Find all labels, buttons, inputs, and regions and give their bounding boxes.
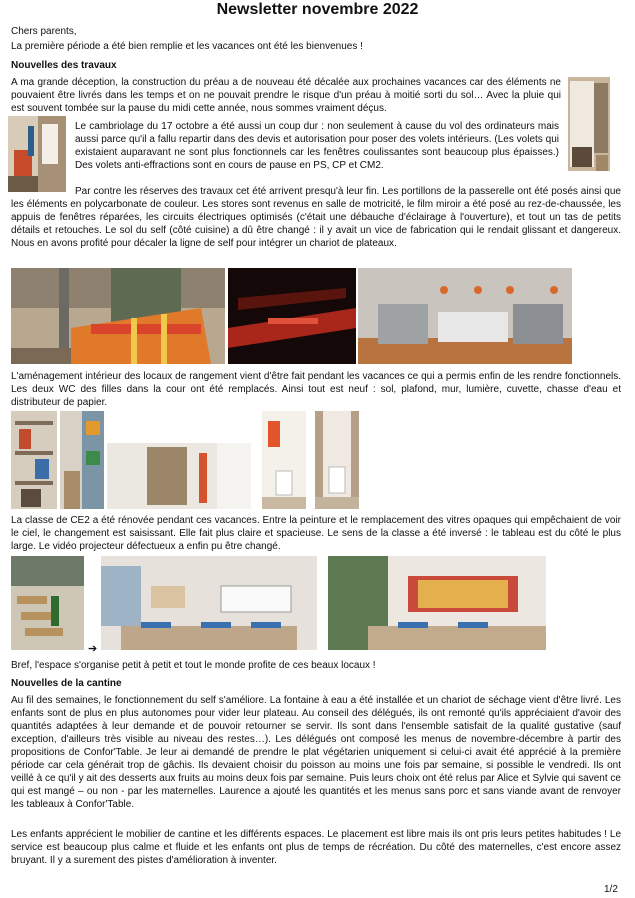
- photo-wc-2: [315, 411, 359, 509]
- photo-classroom-after-2: [328, 556, 546, 650]
- photo-footbridge: [11, 268, 225, 364]
- greeting: Chers parents,: [11, 26, 77, 37]
- paragraph-cambriolage: Le cambriolage du 17 octobre a été aussi un coup dur : non seulement à cause du vol des ordinateurs mais aussi parce qu'il a fallu repartir dans des devis et autorisation pour poser des volets intérieurs. (Les volets qui existaient auparavant ne sont plus fonctionnels car les fenêtres coulissantes sont beaucoup plus épaisses.) Des volets anti-effractions sont en cours de pause en PS, CP et CM2.: [75, 121, 559, 171]
- page-title: Newsletter novembre 2022: [216, 1, 419, 18]
- before-after-arrow: ➔: [88, 643, 98, 655]
- photo-classroom-before: [11, 556, 84, 650]
- heading-cantine: Nouvelles de la cantine: [11, 678, 122, 689]
- intro-text: La première période a été bien remplie et les vacances ont été les bienvenues !: [11, 41, 363, 52]
- photo-self-kitchen: [358, 268, 572, 364]
- photo-storage-3: [107, 443, 251, 509]
- photo-wc-1: [262, 411, 306, 509]
- paragraph-reserves: Par contre les réserves des travaux cet été arrivent presqu'à leur fin. Les portillons de la passerelle ont été posés ainsi que les éléments en polycarbonate de couleur. Les stores sont revenus en salle de motricité, le film miroir a été posé au rez-de-chaussée, les appuis de fenêtres réparées, les circuits électriques optimisés (c'était une débauche d'éclairage à l'ouverture), et tout un tas de petits détails et retouches. Le sol du self (côté cuisine) a dû être changé : il y avait un vice de fabrication qui le rendait glissant et dangereux. Nous en avons profité pour décaler la ligne de self pour intégrer un chariot de plateaux.: [11, 186, 621, 249]
- page-number: 1/2: [604, 884, 618, 895]
- photo-storage-1: [11, 411, 57, 509]
- photo-night-light: [228, 268, 356, 364]
- photo-stairway: [8, 116, 66, 192]
- photo-classroom-after-1: [101, 556, 317, 650]
- photo-storage-2: [60, 411, 104, 509]
- paragraph-preau: A ma grande déception, la construction du préau a de nouveau été décalée aux prochaines vacances car des éléments ne pouvaient être livrés dans les temps et on ne pouvait prendre le risque d'un préau à moitié sorti du sol… Avec la pluie qui est souvent tombée sur la pause du midi cette année, nous sommes vraiment déçus.: [11, 77, 561, 114]
- paragraph-bref: Bref, l'espace s'organise petit à petit et tout le monde profite de ces beaux locaux !: [11, 660, 376, 671]
- paragraph-mobilier: Les enfants apprécient le mobilier de cantine et les différents espaces. Le placement est libre mais ils ont pris leurs petites habitudes ! Le service est beaucoup plus calme et fluide et les enfants ont plus de temps de récréation. Du côté des maternelles, c'est encore assez bruyant. Il y a surement des pistes d'amélioration à inventer.: [11, 829, 621, 866]
- paragraph-self: Au fil des semaines, le fonctionnement du self s'améliore. La fontaine à eau a été installée et un chariot de séchage vient d'être livré. Les enfants sont de plus en plus autonomes pour vider leur plateau. Au conseil des délégués, ils ont remonté qu'ils appréciaient d'avoir des quantités adaptées à leur demande et de pouvoir retourner se servir. Ils sont dans l'ensemble satisfait de la qualité gustative (sauf exception, d'ailleurs très visible au niveau des restes…). Les délégués ont composé les menus de novembre-décembre à partir des propositions de Confor'Table. Je leur ai demandé de prendre le plat végétarien uniquement si celui-ci avait été apprécié à la première période car cela générait trop de gâchis. Ils devaient choisir du poisson au moins une fois par semaine, si possible le vendredi. Ils ont veillé à ce qu'il y ait des desserts aux fruits au moins deux fois par semaine. Puis leurs choix ont été relus par Alice et Sylvie qui savent ce qui est mangé – ou non - par les maternelles. Laurence a ajouté les quantités et les menus sans porc et sans viande avant de renvoyer les tableaux à Confor'Table.: [11, 695, 621, 810]
- paragraph-classe-ce2: La classe de CE2 a été rénovée pendant ces vacances. Entre la peinture et le remplacement des vitres opaques qui empêchaient de voir le ciel, le changement est saisissant. Elle fait plus claire et spacieuse. Le sens de la classe a été inversé : le tableau est du côté le plus large. Le vidéo projecteur défectueux a enfin pu être changé.: [11, 515, 621, 552]
- heading-travaux: Nouvelles des travaux: [11, 60, 117, 71]
- photo-door: [568, 77, 610, 171]
- paragraph-rangement: L'aménagement intérieur des locaux de rangement vient d'être fait pendant les vacances ce qui a permis enfin de les rendre fonctionnels. Les deux WC des filles dans la cour ont été remplacés. Ainsi tout est neuf : sol, plafond, mur, lumière, cuvette, chasse d'eau et distributeur de papier.: [11, 371, 621, 408]
